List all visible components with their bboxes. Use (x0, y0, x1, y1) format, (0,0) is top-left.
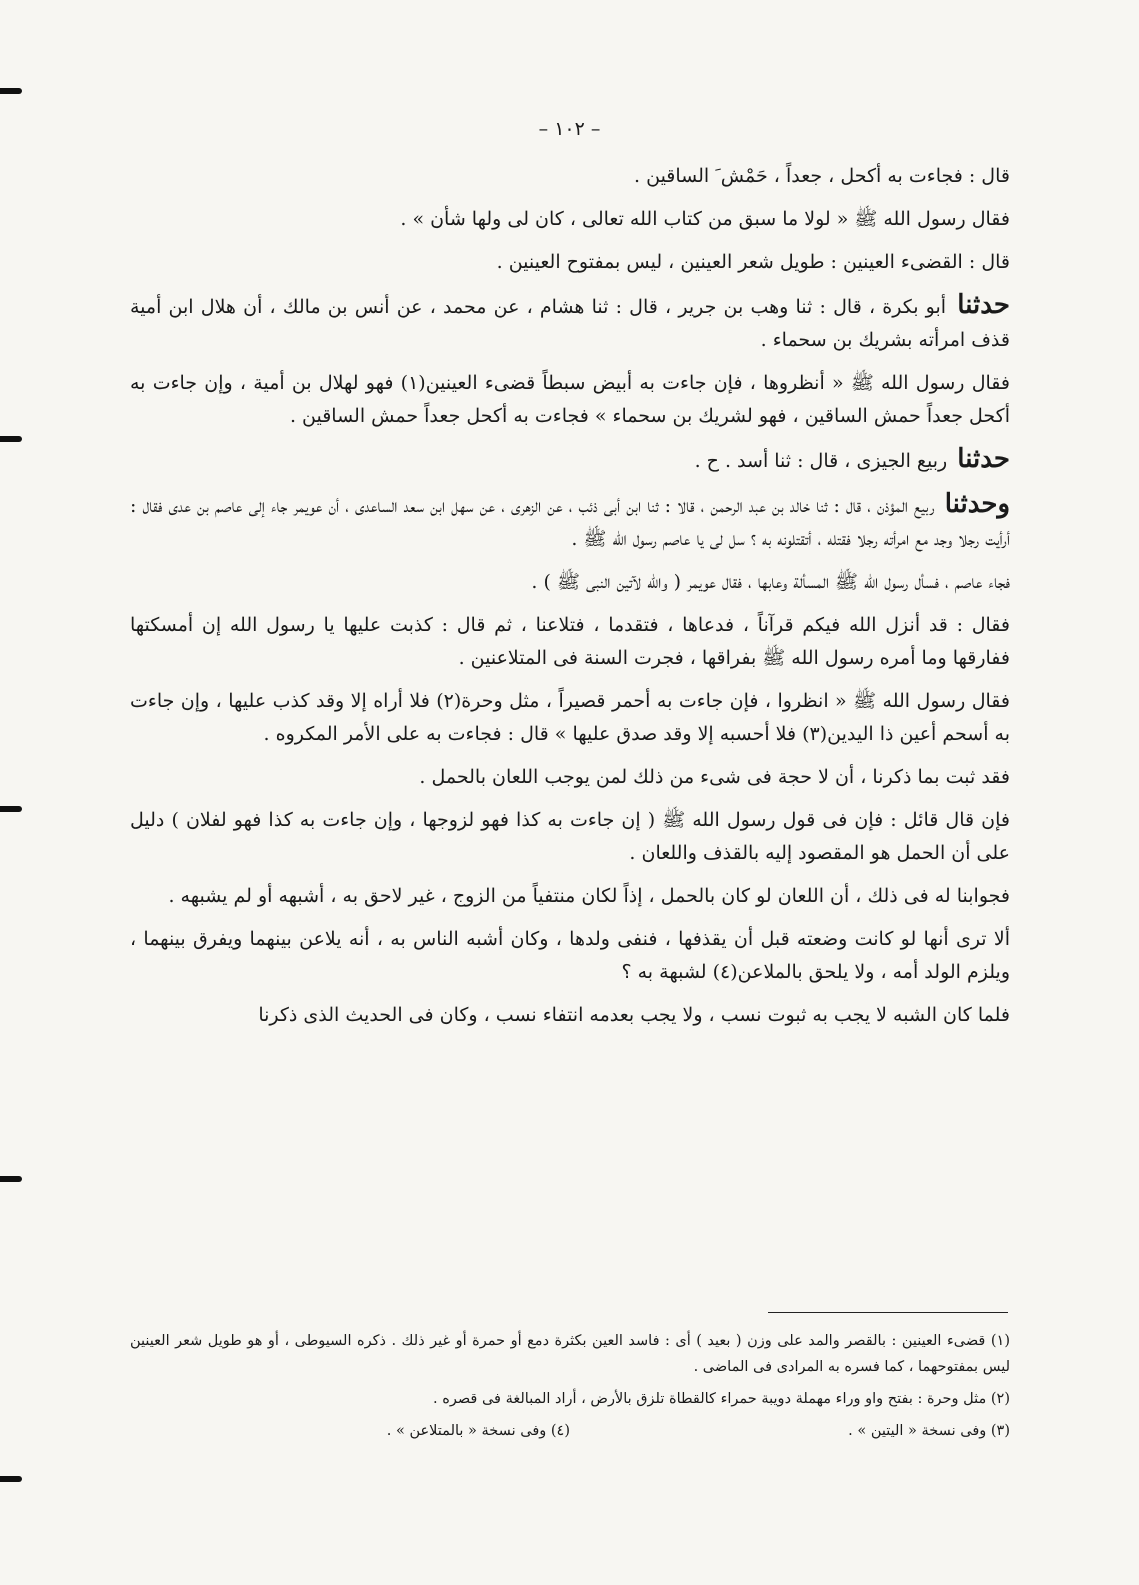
page-edge-mark (0, 436, 22, 442)
paragraph: فقال رسول الله ﷺ « أنظروها ، فإن جاءت به أبيض سبطاً قضىء العينين(١) فهو لهلال بن أمية ، وإن جاءت به أكحل جعداً حمش الساقين ، فهو لشريك بن سحماء » فجاءت به أكحل جعداً حمش الساقين . (130, 372, 1010, 427)
paragraph: قال : القضىء العينين : طويل شعر العينين ، ليس بمفتوح العينين . (496, 251, 1010, 273)
paragraph: فجوابنا له فى ذلك ، أن اللعان لو كان بالحمل ، إذاً لكان منتفياً من الزوج ، غير لاحق به ، أشبهه أو لم يشبهه . (168, 885, 1010, 907)
paragraph: فإن قال قائل : فإن فى قول رسول الله ﷺ ( إن جاءت به كذا فهو لزوجها ، وإن جاءت به كذا فهو لفلان ) دليل على أن الحمل هو المقصود إليه بالقذف واللعان . (130, 809, 1010, 864)
paragraph: ألا ترى أنها لو كانت وضعته قبل أن يقذفها ، فنفى ولدها ، وكان أشبه الناس به ، أنه يلاعن بينهما ويفرق بينهما ، ويلزم الولد أمه ، ولا يلحق بالملاعن(٤) لشبهة به ؟ (130, 928, 1010, 983)
paragraph: فقال رسول الله ﷺ « لولا ما سبق من كتاب الله تعالى ، كان لى ولها شأن » . (400, 208, 1010, 230)
paragraph: فقال : قد أنزل الله فيكم قرآناً ، فدعاها ، فتقدما ، فتلاعنا ، ثم قال : كذبت عليها يا رسول الله إن أمسكتها ففارقها وما أمره رسول الله ﷺ بفراقها ، فجرت السنة فى المتلاعنين . (130, 614, 1010, 669)
paragraph: حدثنا ربيع الجيزى ، قال : ثنا أسد . ح . (694, 444, 1010, 474)
paragraph: فجاء عاصم ، فسأل رسول الله ﷺ المسألة وعابها ، فقال عويمر ( والله لآتين النبى ﷺ ) . (531, 571, 1010, 593)
paragraph: فلما كان الشبه لا يجب به ثبوت نسب ، ولا يجب بعدمه انتفاء نسب ، وكان فى الحديث الذى ذكرنا (258, 1004, 1010, 1026)
footnote-row (130, 1418, 1010, 1444)
footnote: (٢) مثل وحرة : بفتح واو وراء مهملة دويبة حمراء كالقطاة تلزق بالأرض ، أراد المبالغة فى قصره . (433, 1391, 1010, 1407)
paragraph: فقد ثبت بما ذكرنا ، أن لا حجة فى شىء من ذلك لمن يوجب اللعان بالحمل . (419, 766, 1010, 788)
hadith-lead-word: حدثنا (957, 444, 1010, 474)
paragraph: فقال رسول الله ﷺ « انظروا ، فإن جاءت به أحمر قصيراً ، مثل وحرة(٢) فلا أراه إلا وقد كذب عليها ، وإن جاءت به أسحم أعين ذا اليدين(٣) فلا أحسبه إلا وقد صدق عليها » قال : فجاءت به على الأمر المكروه . (130, 690, 1010, 745)
page-number: – ١٠٢ – (538, 118, 601, 140)
paragraph: حدثنا أبو بكرة ، قال : ثنا وهب بن جرير ، قال : ثنا هشام ، عن محمد ، عن أنس بن مالك ، أن هلال ابن أمية قذف امرأته بشريك بن سحماء . (130, 290, 1010, 351)
footnote-divider (768, 1312, 1008, 1313)
footnote: (٤) وفى نسخة « بالمتلاعن » . (386, 1423, 570, 1439)
paragraph: قال : فجاءت به أكحل ، جعداً ، حَمْش َ الساقين . (634, 165, 1010, 187)
paragraph: وحدثنا ربيع المؤذن ، قال : ثنا خالد بن عبد الرحمن ، قالا : ثنا ابن أبى ذئب ، عن الزهرى ، عن سهل ابن سعد الساعدى ، أن عويمر جاء إلى عاصم بن عدى فقال : أرأيت رجلا وجد مع امرأته رجلا فقتله ، أتقتلونه به ؟ سل لى يا عاصم رسول الله ﷺ . (130, 489, 1010, 550)
hadith-lead-word: حدثنا (957, 290, 1010, 320)
footnotes (130, 1328, 1010, 1444)
footnote: (٣) وفى نسخة « اليتين » . (848, 1423, 1010, 1439)
hadith-lead-word: وحدثنا (944, 489, 1010, 519)
footnote: (١) قضىء العينين : بالقصر والمد على وزن ( بعيد ) أى : فاسد العين بكثرة دمع أو حمرة أو غير ذلك . ذكره السيوطى ، أو هو طويل شعر العينين ليس بمفتوحهما ، كما فسره به المرادى فى الماضى . (130, 1333, 1010, 1375)
page-edge-mark (0, 88, 22, 94)
page-edge-mark (0, 1476, 22, 1482)
page-edge-mark (0, 806, 22, 812)
main-text (130, 160, 1010, 1042)
page-edge-mark (0, 1176, 22, 1182)
